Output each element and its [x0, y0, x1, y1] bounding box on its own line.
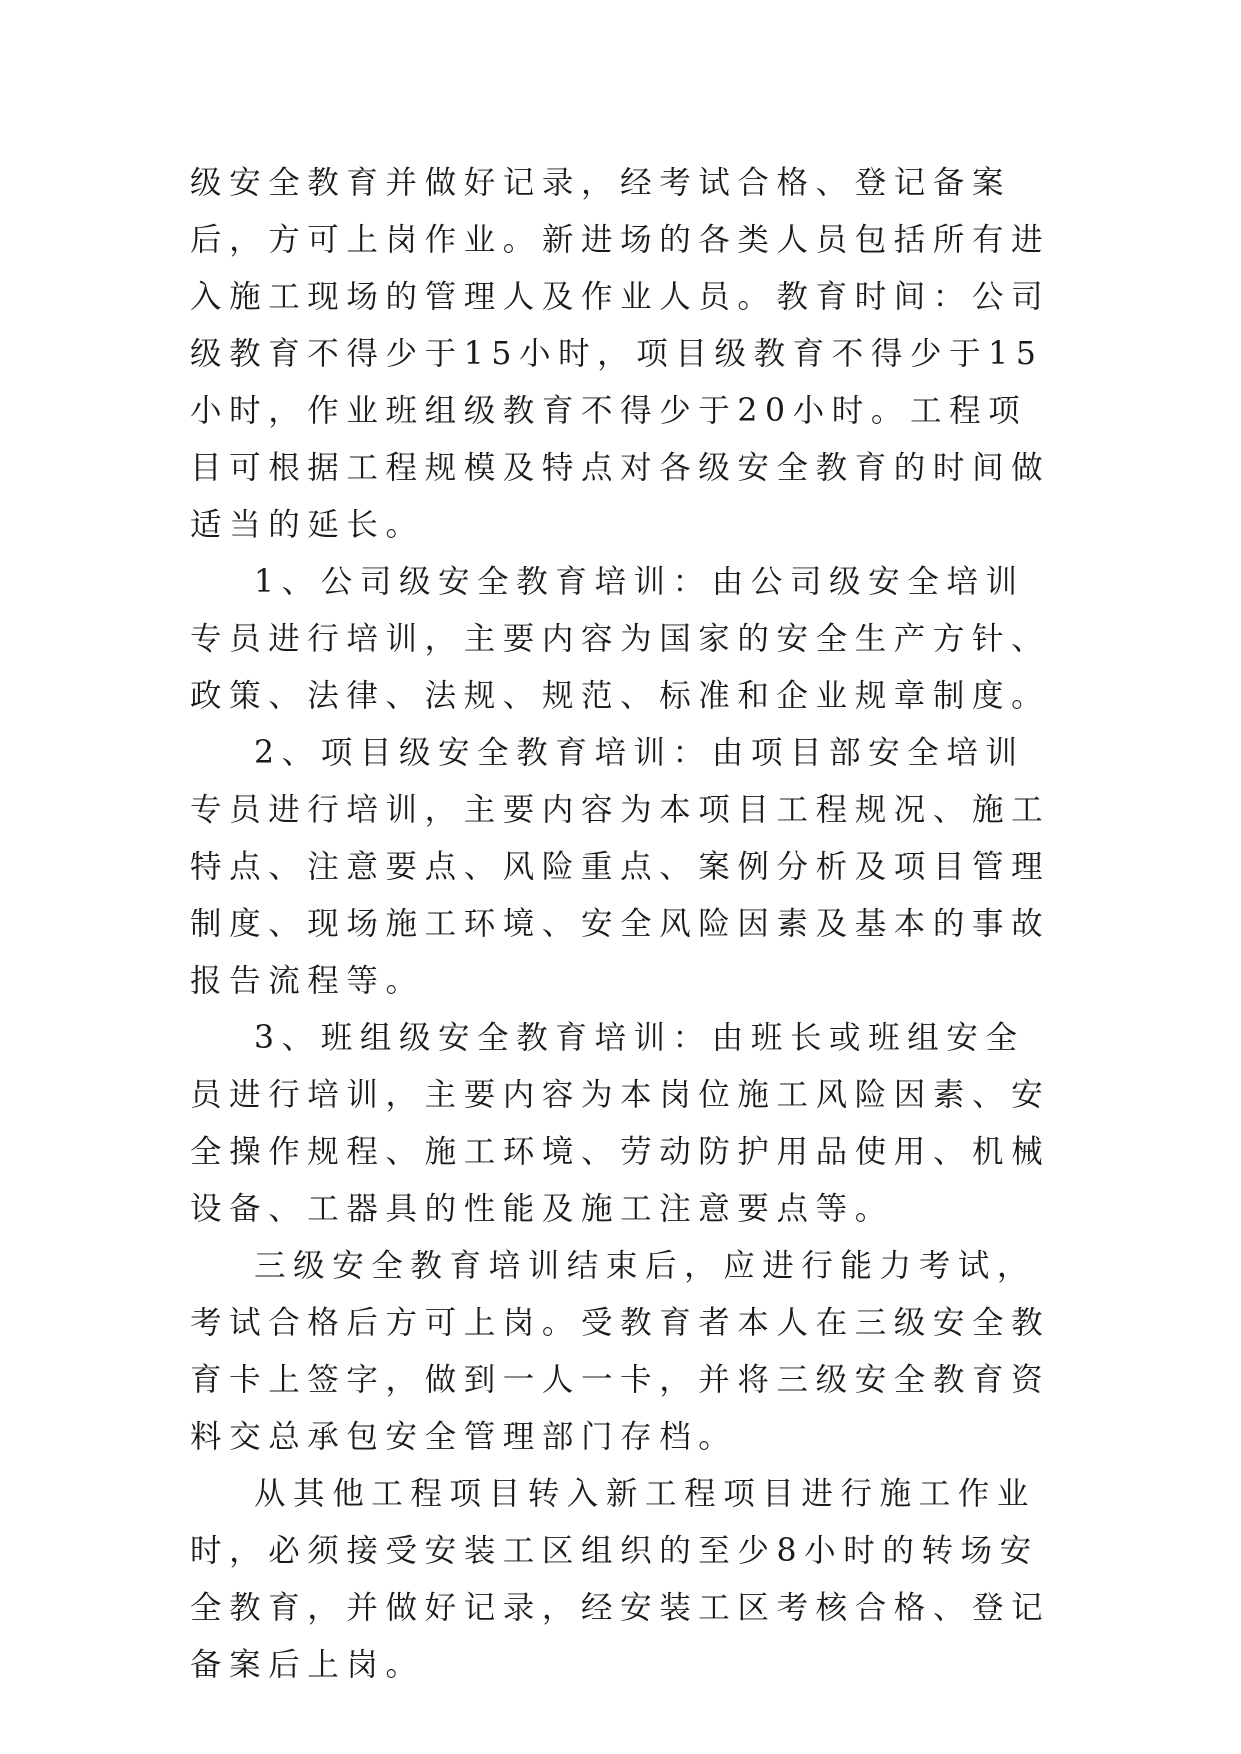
document-body [190, 155, 1055, 1694]
paragraph-exam-and-archive: 三级安全教育培训结束后，应进行能力考试，考试合格后方可上岗。受教育者本人在三级安全教育卡上签字，做到一人一卡，并将三级安全教育资料交总承包安全管理部门存档。 [190, 1248, 1051, 1455]
paragraph-company-level-training: 1、公司级安全教育培训：由公司级安全培训专员进行培训，主要内容为国家的安全生产方针、政策、法律、法规、规范、标准和企业规章制度。 [190, 564, 1051, 714]
paragraph-transfer-training: 从其他工程项目转入新工程项目进行施工作业时，必须接受安装工区组织的至少8小时的转场安全教育，并做好记录，经安装工区考核合格、登记备案后上岗。 [190, 1476, 1051, 1683]
paragraph-team-level-training: 3、班组级安全教育培训：由班长或班组安全员进行培训，主要内容为本岗位施工风险因素、安全操作规程、施工环境、劳动防护用品使用、机械设备、工器具的性能及施工注意要点等。 [190, 1020, 1051, 1227]
paragraph-continuation: 级安全教育并做好记录，经考试合格、登记备案后，方可上岗作业。新进场的各类人员包括所有进入施工现场的管理人及作业人员。教育时间：公司级教育不得少于15小时，项目级教育不得少于15小时，作业班组级教育不得少于20小时。工程项目可根据工程规模及特点对各级安全教育的时间做适当的延长。 [190, 165, 1051, 543]
paragraph-project-level-training: 2、项目级安全教育培训：由项目部安全培训专员进行培训，主要内容为本项目工程规况、施工特点、注意要点、风险重点、案例分析及项目管理制度、现场施工环境、安全风险因素及基本的事故报告流程等。 [190, 735, 1051, 999]
